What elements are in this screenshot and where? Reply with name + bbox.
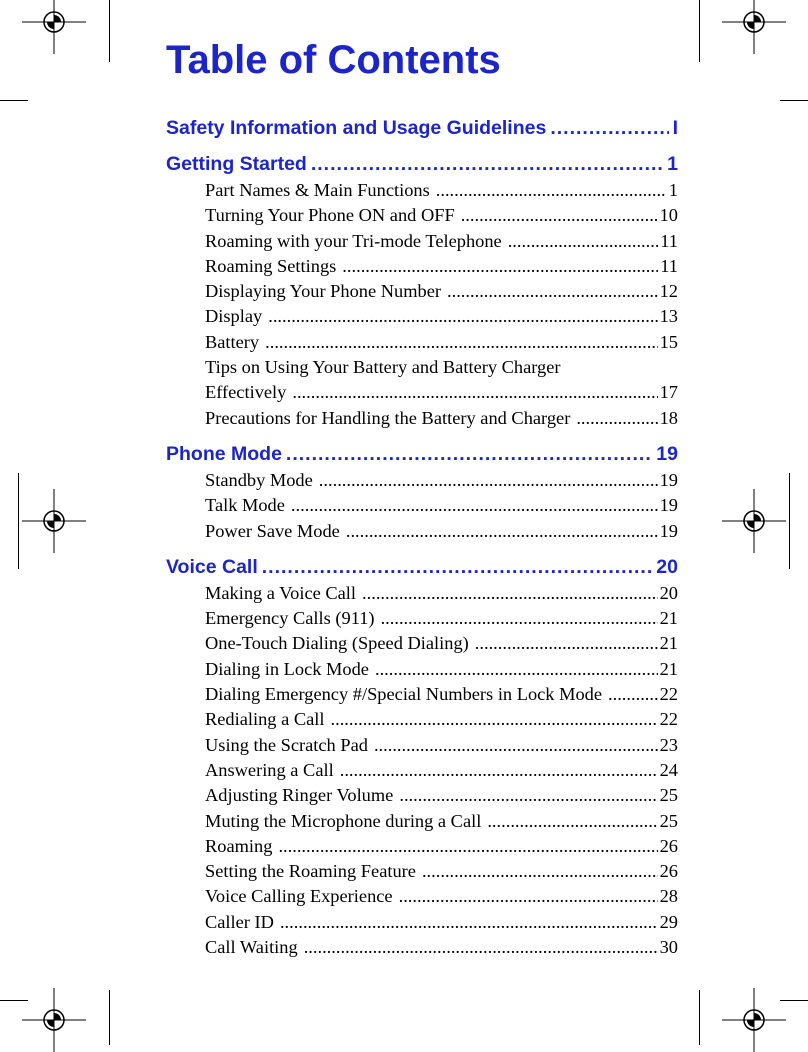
toc-entry-page-number: 24 <box>659 759 678 780</box>
dot-leader <box>436 178 667 203</box>
section-heading[interactable] <box>166 114 678 142</box>
toc-entry-label: Answering a Call <box>205 759 334 780</box>
toc-entry-label: Using the Scratch Pad <box>205 734 368 755</box>
toc-entry-page-number: 25 <box>659 810 678 831</box>
toc-entry-label: Voice Calling Experience <box>205 886 393 907</box>
toc-entry[interactable] <box>205 380 678 405</box>
dot-leader <box>265 330 657 355</box>
registration-mark-icon <box>722 489 786 553</box>
toc-entry-label: Adjusting Ringer Volume <box>205 785 394 806</box>
toc-entry-page-number: 28 <box>659 886 678 907</box>
section-title: Voice Call <box>166 555 258 578</box>
toc-entry[interactable] <box>205 884 678 909</box>
registration-mark-icon <box>722 988 786 1052</box>
dot-leader <box>319 468 658 493</box>
toc-entry[interactable] <box>205 519 678 544</box>
toc-entry-label: Emergency Calls (911) <box>205 608 375 629</box>
toc-entry-label: Making a Voice Call <box>205 582 357 603</box>
toc-entry-page-number: 19 <box>659 520 678 541</box>
toc-entry-label: Roaming with your Tri-mode Telephone <box>205 230 502 251</box>
toc-entry-page-number: 21 <box>659 658 678 679</box>
dot-leader <box>374 733 658 758</box>
table-of-contents <box>166 114 678 960</box>
toc-entry-page-number: 15 <box>659 331 678 352</box>
section-spacer <box>166 142 678 150</box>
toc-entry-label: Tips on Using Your Battery and Battery Charger <box>205 357 561 378</box>
section-entries <box>166 178 678 431</box>
crop-line <box>109 0 110 62</box>
toc-entry-label: Call Waiting <box>205 937 298 958</box>
toc-entry-page-number: 29 <box>659 911 678 932</box>
dot-leader <box>362 581 658 606</box>
toc-entry[interactable] <box>205 355 678 380</box>
toc-entry-label: Power Save Mode <box>205 520 340 541</box>
dot-leader <box>346 519 658 544</box>
toc-entry[interactable] <box>205 581 678 606</box>
toc-entry-label: Display <box>205 306 263 327</box>
toc-entry-page-number: 22 <box>659 709 678 730</box>
dot-leader <box>576 406 657 431</box>
dot-leader <box>340 758 658 783</box>
toc-entry-label: One-Touch Dialing (Speed Dialing) <box>205 633 469 654</box>
dot-leader <box>487 809 657 834</box>
dot-leader <box>311 150 663 178</box>
dot-leader <box>475 631 658 656</box>
toc-entry[interactable] <box>205 682 678 707</box>
dot-leader <box>292 380 657 405</box>
toc-entry[interactable] <box>205 935 678 960</box>
toc-entry[interactable] <box>205 707 678 732</box>
toc-entry-page-number: 26 <box>659 861 678 882</box>
toc-entry-label: Part Names & Main Functions <box>205 180 430 200</box>
toc-entry[interactable] <box>205 859 678 884</box>
toc-entry-page-number: 25 <box>659 785 678 806</box>
dot-leader <box>268 304 657 329</box>
toc-entry[interactable] <box>205 468 678 493</box>
dot-leader <box>278 834 657 859</box>
crop-line <box>699 990 700 1045</box>
toc-entry[interactable] <box>205 493 678 518</box>
registration-mark-icon <box>722 0 786 54</box>
toc-entry-page-number: 18 <box>659 407 678 428</box>
toc-entry[interactable] <box>205 834 678 859</box>
section-spacer <box>166 544 678 553</box>
toc-entry-label: Muting the Microphone during a Call <box>205 810 482 831</box>
registration-mark-icon <box>22 489 86 553</box>
toc-entry-page-number: 1 <box>668 180 678 200</box>
section-entries <box>166 581 678 960</box>
toc-entry-label: Roaming <box>205 835 273 856</box>
section-page-number: I <box>672 117 678 139</box>
toc-entry-page-number: 11 <box>660 230 678 251</box>
dot-leader <box>399 783 657 808</box>
section-title: Safety Information and Usage Guidelines <box>166 117 547 139</box>
toc-entry-label: Dialing Emergency #/Special Numbers in Lock Mode <box>205 684 603 705</box>
dot-leader <box>381 606 658 631</box>
section-page-number: 1 <box>667 153 678 175</box>
section-page-number: 19 <box>656 442 678 465</box>
dot-leader <box>331 707 658 732</box>
toc-entry[interactable] <box>205 606 678 631</box>
section-heading[interactable] <box>166 150 678 178</box>
crop-line <box>699 0 700 62</box>
toc-entry-page-number: 11 <box>660 255 678 276</box>
toc-entry[interactable] <box>205 330 678 355</box>
toc-entry-label: Standby Mode <box>205 469 313 490</box>
dot-leader <box>399 884 658 909</box>
toc-entry-label: Effectively <box>205 382 287 403</box>
toc-entry-label: Dialing in Lock Mode <box>205 658 369 679</box>
crop-line <box>789 473 790 569</box>
section-heading[interactable] <box>166 440 678 468</box>
toc-entry-page-number: 26 <box>659 835 678 856</box>
toc-entry[interactable] <box>205 304 678 329</box>
section-heading[interactable] <box>166 553 678 581</box>
dot-leader <box>550 114 668 142</box>
dot-leader <box>280 910 658 935</box>
toc-entry-label: Caller ID <box>205 911 274 932</box>
toc-entry-page-number: 30 <box>659 937 678 958</box>
toc-entry-label: Redialing a Call <box>205 709 325 730</box>
toc-entry[interactable] <box>205 733 678 758</box>
dot-leader <box>508 229 659 254</box>
crop-line <box>0 100 28 101</box>
toc-entry[interactable] <box>205 631 678 656</box>
toc-entry[interactable] <box>205 783 678 808</box>
toc-entry-page-number: 20 <box>659 582 678 603</box>
section-title: Getting Started <box>166 153 307 175</box>
toc-entry[interactable] <box>205 229 678 254</box>
toc-entry-page-number: 23 <box>659 734 678 755</box>
toc-entry[interactable] <box>205 657 678 682</box>
crop-line <box>109 990 110 1045</box>
dot-leader <box>291 493 658 518</box>
toc-entry-label: Talk Mode <box>205 495 285 516</box>
crop-line <box>780 100 808 101</box>
toc-entry-label: Precautions for Handling the Battery and Charger <box>205 407 571 428</box>
toc-entry[interactable] <box>205 406 678 431</box>
dot-leader <box>342 254 658 279</box>
toc-entry-page-number: 21 <box>659 608 678 629</box>
toc-entry-page-number: 22 <box>659 684 678 705</box>
toc-entry-label: Setting the Roaming Feature <box>205 861 416 882</box>
toc-entry-label: Battery <box>205 331 260 352</box>
section-spacer <box>166 431 678 440</box>
dot-leader <box>262 553 653 581</box>
section-title: Phone Mode <box>166 442 282 465</box>
crop-line <box>780 1000 808 1001</box>
registration-mark-icon <box>22 0 86 54</box>
section-page-number: 20 <box>656 555 678 578</box>
toc-entry[interactable] <box>205 809 678 834</box>
dot-leader <box>375 657 658 682</box>
toc-entry-page-number: 12 <box>659 281 678 302</box>
dot-leader <box>608 682 658 707</box>
registration-mark-icon <box>22 988 86 1052</box>
toc-entry-label: Roaming Settings <box>205 255 337 276</box>
toc-entry[interactable] <box>205 758 678 783</box>
page-title: Table of Contents <box>166 38 501 82</box>
toc-entry-label: Turning Your Phone ON and OFF <box>205 205 455 226</box>
dot-leader <box>286 440 652 468</box>
section-entries <box>166 468 678 544</box>
dot-leader <box>304 935 658 960</box>
toc-entry-page-number: 17 <box>659 382 678 403</box>
toc-entry[interactable] <box>205 279 678 304</box>
toc-entry-page-number: 19 <box>659 495 678 516</box>
toc-entry-page-number: 19 <box>659 469 678 490</box>
toc-entry[interactable] <box>205 178 678 203</box>
toc-entry[interactable] <box>205 203 678 228</box>
dot-leader <box>422 859 658 884</box>
dot-leader <box>461 203 658 228</box>
toc-entry-label: Displaying Your Phone Number <box>205 281 442 302</box>
toc-entry-page-number: 21 <box>659 633 678 654</box>
toc-entry[interactable] <box>205 254 678 279</box>
toc-entry[interactable] <box>205 910 678 935</box>
toc-entry-page-number: 10 <box>659 205 678 226</box>
toc-entry-page-number: 13 <box>659 306 678 327</box>
crop-line <box>18 473 19 569</box>
dot-leader <box>447 279 658 304</box>
crop-line <box>0 1000 28 1001</box>
